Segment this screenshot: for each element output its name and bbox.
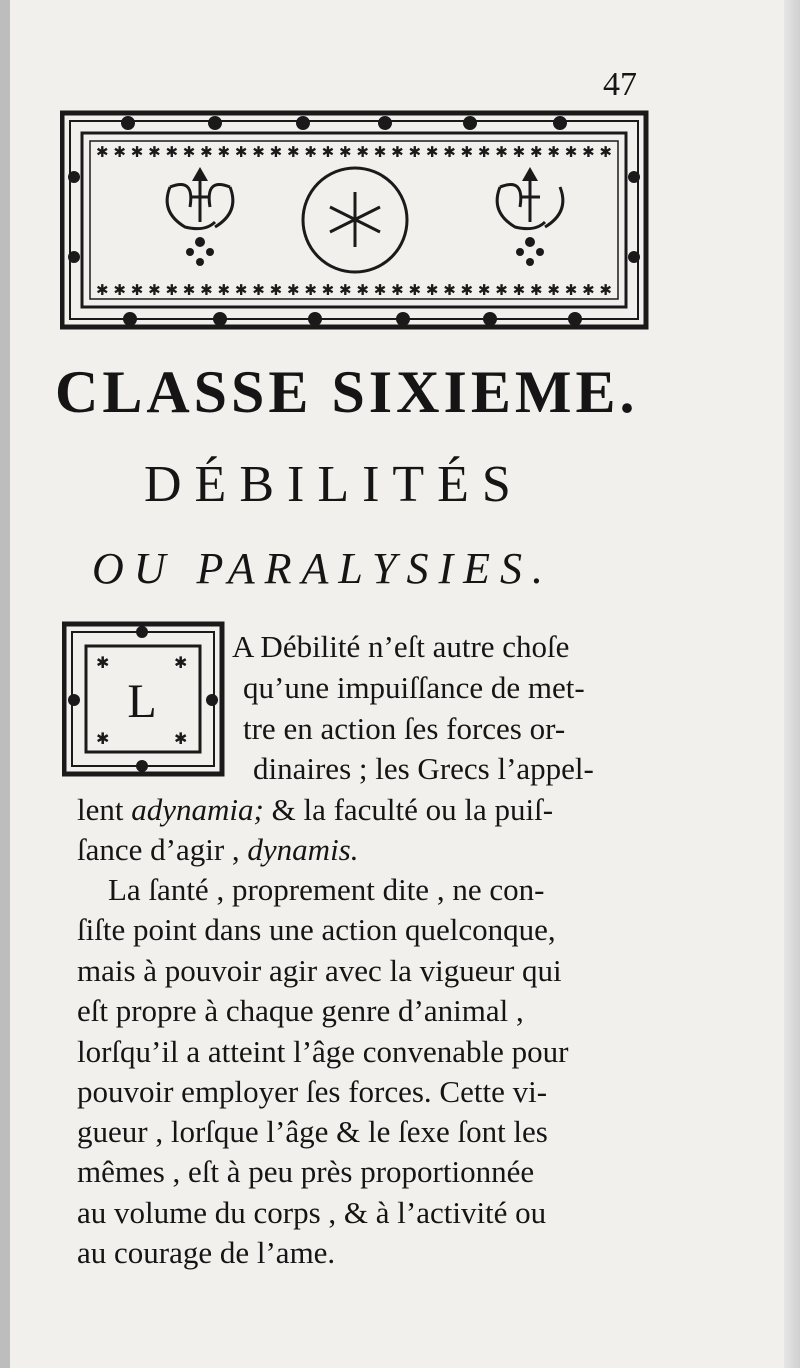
p1-line4: dinaires ; les Grecs l’appel- [253, 751, 594, 786]
p2-line7: gueur , lorſque l’âge & le ſexe ſont les [77, 1114, 548, 1149]
p2-line2: ſiſte point dans une action quelconque, [77, 912, 556, 947]
p2-line10: au courage de l’ame. [77, 1235, 336, 1270]
svg-text:✱✱✱✱✱✱✱✱✱✱✱✱✱✱✱✱✱✱✱✱✱✱✱✱✱✱✱✱✱✱: ✱✱✱✱✱✱✱✱✱✱✱✱✱✱✱✱✱✱✱✱✱✱✱✱✱✱✱✱✱✱ [96, 143, 612, 161]
p1-line5-c: & la faculté ou la puiſ- [263, 792, 554, 827]
svg-text:✱: ✱ [96, 653, 110, 672]
p2-line4: eſt propre à chaque genre d’animal , [77, 993, 524, 1028]
p1-line1: A Débilité n’eſt autre choſe [232, 629, 570, 664]
chapter-subtitle: DÉBILITÉS [144, 456, 524, 513]
ornamental-headpiece [60, 107, 650, 335]
p1-line5-b: adynamia; [131, 792, 264, 827]
p2-line5: lorſqu’il a atteint l’âge convenable pour [77, 1034, 569, 1069]
p1-line2: qu’une impuiſſance de met- [243, 670, 585, 705]
p2-line8: mêmes , eſt à peu près proportionnée [77, 1154, 535, 1189]
p2-line1: La ſanté , proprement dite , ne con- [108, 872, 545, 907]
p2-line9: au volume du corps , & à l’activité ou [77, 1195, 547, 1230]
svg-text:✱✱✱✱✱✱✱✱✱✱✱✱✱✱✱✱✱✱✱✱✱✱✱✱✱✱✱✱✱✱: ✱✱✱✱✱✱✱✱✱✱✱✱✱✱✱✱✱✱✱✱✱✱✱✱✱✱✱✱✱✱ [96, 281, 612, 299]
drop-cap-letter: L [127, 675, 157, 728]
p1-line6-b: dynamis. [247, 832, 359, 867]
chapter-subtitle-italic: OU PARALYSIES. [92, 544, 553, 593]
drop-cap-ornament [62, 620, 227, 780]
svg-text:✱: ✱ [96, 729, 110, 748]
p2-line6: pouvoir employer ſes forces. Cette vi- [77, 1074, 548, 1109]
page-number: 47 [603, 66, 637, 103]
page-edge-left [0, 0, 10, 1368]
chapter-title: CLASSE SIXIEME. [55, 359, 639, 425]
p1-line6 [77, 834, 359, 865]
svg-text:✱: ✱ [174, 729, 188, 748]
page-edge-right [784, 0, 800, 1368]
p1-line6-a: ſance d’agir , [77, 832, 248, 867]
svg-text:✱: ✱ [174, 653, 188, 672]
p1-line5 [77, 794, 553, 825]
p1-line5-a: lent [77, 792, 132, 827]
p1-line3: tre en action ſes forces or- [243, 711, 566, 746]
p2-line3: mais à pouvoir agir avec la vigueur qui [77, 953, 562, 988]
